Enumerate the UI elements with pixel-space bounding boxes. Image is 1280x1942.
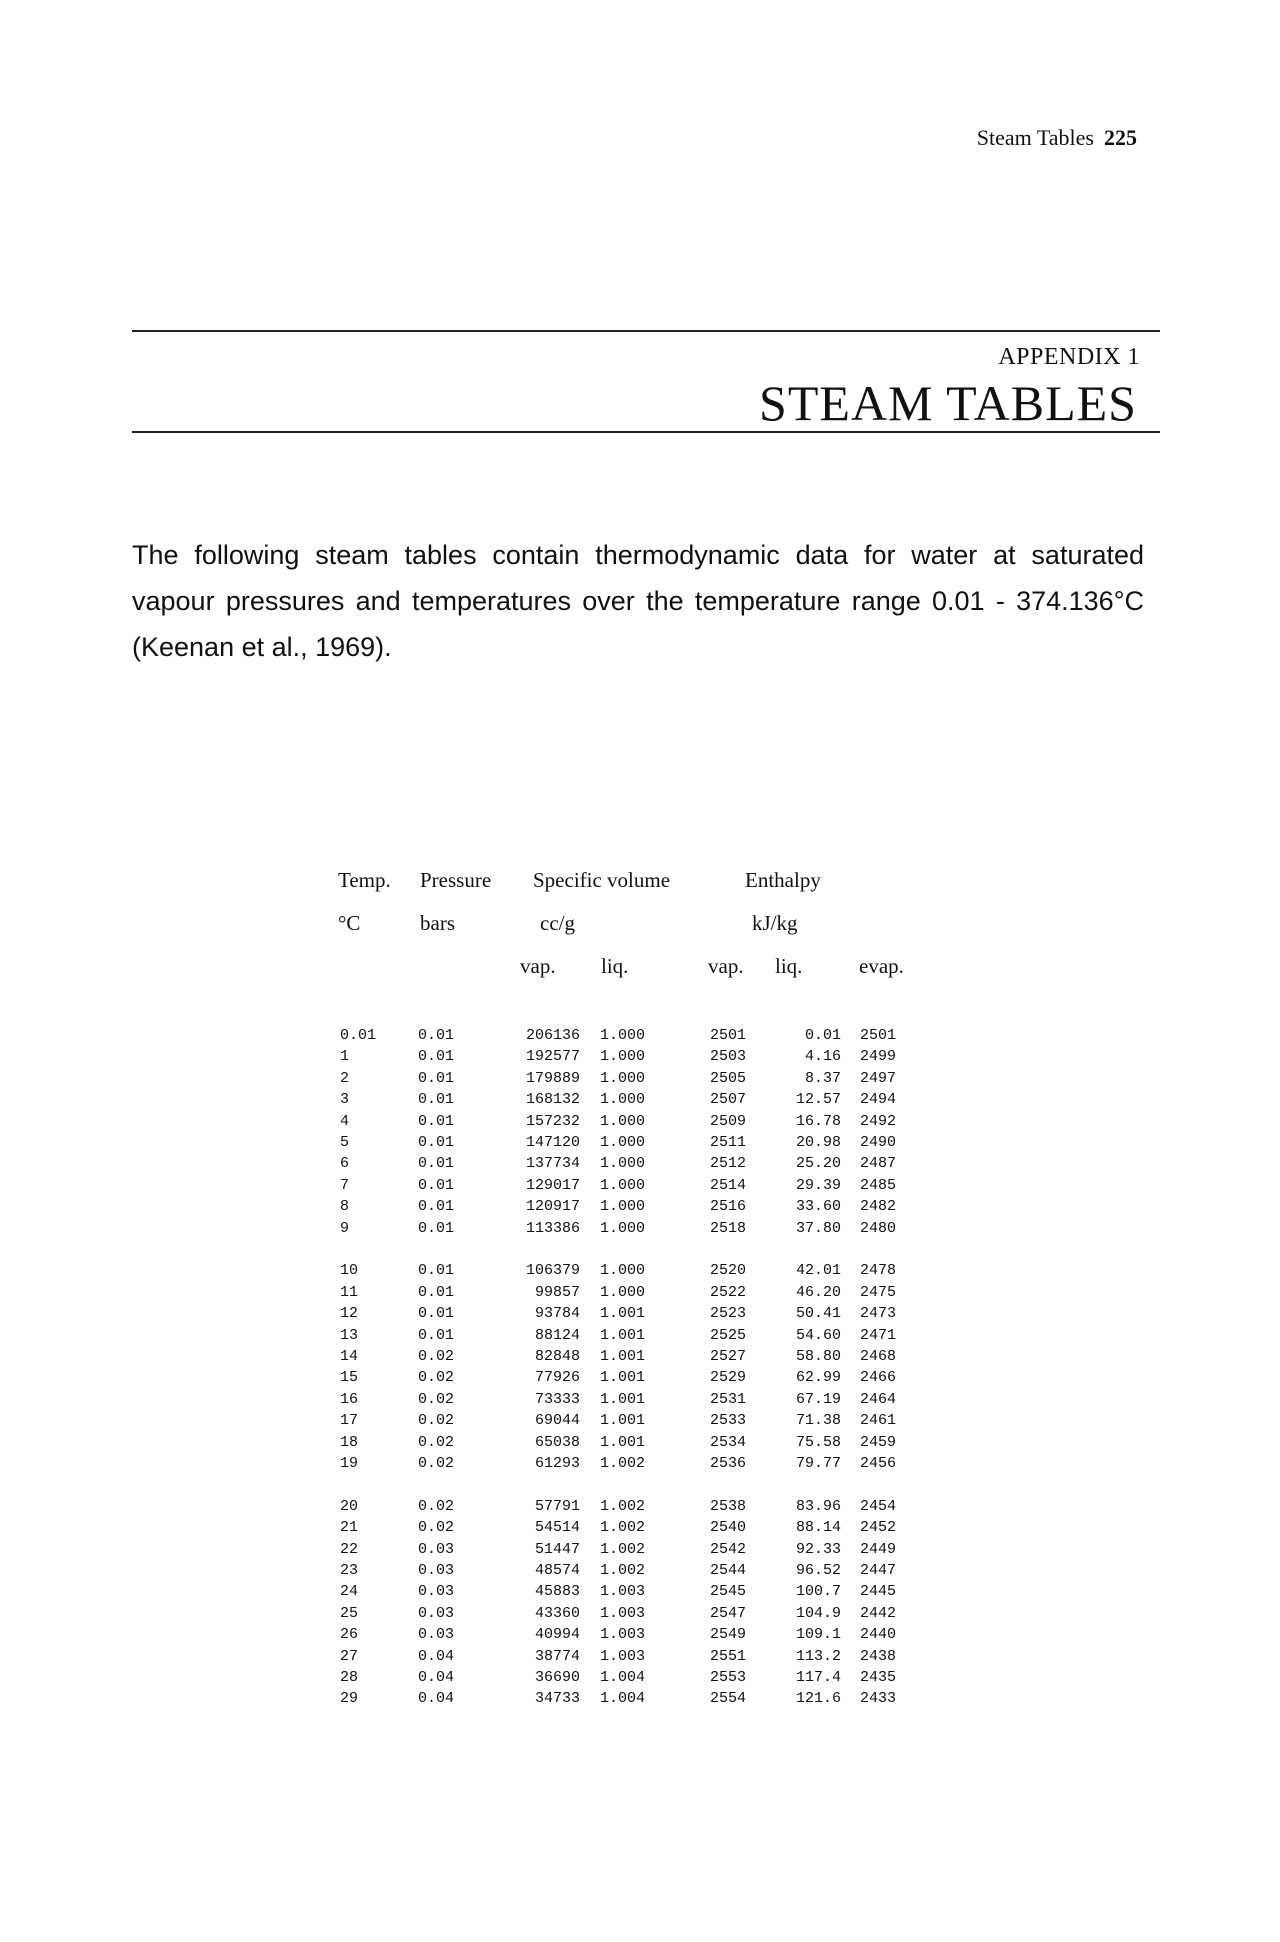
enthalpy-evap-cell: 2485 — [860, 1176, 897, 1194]
specific-volume-vap-cell: 147120 — [525, 1134, 580, 1151]
enthalpy-evap-cell: 2497 — [860, 1069, 897, 1087]
pressure-cell: 0.03 — [418, 1562, 455, 1579]
temp-cell: 8 — [340, 1198, 350, 1216]
temp-cell: 5 — [340, 1134, 350, 1151]
specific-volume-vap-cell: 45883 — [534, 1583, 580, 1601]
specific-volume-liq-cell: 1.001 — [600, 1348, 646, 1365]
enthalpy-vap-cell: 2536 — [710, 1455, 747, 1472]
specific-volume-vap-cell: 43360 — [534, 1604, 580, 1622]
enthalpy-vap-cell: 2538 — [710, 1497, 747, 1515]
enthalpy-liq-cell: 29.39 — [795, 1176, 841, 1194]
temp-cell: 10 — [340, 1262, 359, 1280]
specific-volume-vap-cell: 57791 — [534, 1497, 580, 1515]
table-row — [0, 1367, 1280, 1388]
enthalpy-liq-cell: 46.20 — [795, 1283, 841, 1301]
pressure-cell: 0.04 — [418, 1690, 455, 1708]
table-row — [0, 1325, 1280, 1346]
header-temp-unit: °C — [338, 911, 361, 935]
specific-volume-vap-cell: 77926 — [534, 1369, 580, 1387]
pressure-cell: 0.01 — [418, 1262, 455, 1280]
specific-volume-liq-cell: 1.001 — [600, 1390, 646, 1408]
specific-volume-liq-cell: 1.000 — [600, 1262, 646, 1280]
enthalpy-evap-cell: 2464 — [860, 1390, 897, 1408]
table-row — [0, 1346, 1280, 1367]
pressure-cell: 0.01 — [418, 1134, 455, 1151]
specific-volume-liq-cell: 1.001 — [600, 1369, 646, 1387]
enthalpy-vap-cell: 2503 — [710, 1048, 747, 1066]
table-row — [0, 1153, 1280, 1174]
temp-cell: 20 — [340, 1497, 359, 1515]
specific-volume-vap-cell: 88124 — [534, 1326, 580, 1344]
specific-volume-vap-cell: 93784 — [534, 1305, 580, 1323]
specific-volume-vap-cell: 206136 — [525, 1027, 580, 1044]
page-number: 225 — [1104, 125, 1137, 150]
pressure-cell: 0.02 — [418, 1433, 455, 1451]
pressure-cell: 0.04 — [418, 1647, 455, 1665]
pressure-cell: 0.01 — [418, 1198, 455, 1216]
enthalpy-evap-cell: 2466 — [860, 1369, 897, 1387]
bottom-rule — [132, 431, 1160, 433]
table-row — [0, 1646, 1280, 1667]
specific-volume-liq-cell: 1.000 — [600, 1027, 646, 1044]
enthalpy-liq-cell: 88.14 — [795, 1519, 841, 1537]
enthalpy-liq-cell: 75.58 — [795, 1433, 841, 1451]
pressure-cell: 0.02 — [418, 1348, 455, 1365]
specific-volume-liq-cell: 1.004 — [600, 1669, 646, 1686]
pressure-cell: 0.04 — [418, 1669, 455, 1686]
enthalpy-vap-cell: 2511 — [710, 1134, 747, 1151]
enthalpy-liq-cell: 4.16 — [804, 1048, 841, 1066]
top-rule — [132, 330, 1160, 332]
enthalpy-vap-cell: 2531 — [710, 1390, 747, 1408]
header-sv-vap: vap. — [520, 954, 556, 978]
specific-volume-liq-cell: 1.002 — [600, 1519, 646, 1537]
pressure-cell: 0.01 — [418, 1069, 455, 1087]
enthalpy-evap-cell: 2468 — [860, 1348, 897, 1365]
table-row — [0, 1132, 1280, 1153]
specific-volume-vap-cell: 113386 — [525, 1219, 580, 1237]
specific-volume-vap-cell: 54514 — [534, 1519, 580, 1537]
specific-volume-liq-cell: 1.001 — [600, 1326, 646, 1344]
enthalpy-liq-cell: 12.57 — [795, 1091, 841, 1109]
enthalpy-liq-cell: 54.60 — [795, 1326, 841, 1344]
running-head — [977, 125, 1137, 151]
table-row — [0, 1581, 1280, 1602]
specific-volume-vap-cell: 192577 — [525, 1048, 580, 1066]
specific-volume-vap-cell: 137734 — [525, 1155, 580, 1173]
specific-volume-liq-cell: 1.000 — [600, 1176, 646, 1194]
header-pressure-unit: bars — [420, 911, 455, 935]
specific-volume-liq-cell: 1.001 — [600, 1412, 646, 1430]
specific-volume-vap-cell: 73333 — [534, 1390, 580, 1408]
specific-volume-vap-cell: 69044 — [534, 1412, 580, 1430]
enthalpy-evap-cell: 2461 — [860, 1412, 897, 1430]
enthalpy-evap-cell: 2442 — [860, 1604, 897, 1622]
enthalpy-evap-cell: 2454 — [860, 1497, 897, 1515]
header-h-vap: vap. — [708, 954, 744, 978]
specific-volume-liq-cell: 1.002 — [600, 1497, 646, 1515]
temp-cell: 23 — [340, 1562, 359, 1579]
enthalpy-vap-cell: 2553 — [710, 1669, 747, 1686]
temp-cell: 22 — [340, 1540, 359, 1558]
table-row — [0, 1303, 1280, 1324]
enthalpy-evap-cell: 2482 — [860, 1198, 897, 1216]
enthalpy-vap-cell: 2509 — [710, 1112, 747, 1130]
pressure-cell: 0.01 — [418, 1091, 455, 1109]
specific-volume-vap-cell: 129017 — [525, 1176, 580, 1194]
table-row — [0, 1603, 1280, 1624]
table-row — [0, 1453, 1280, 1474]
specific-volume-vap-cell: 40994 — [534, 1626, 580, 1644]
specific-volume-vap-cell: 51447 — [534, 1540, 580, 1558]
pressure-cell: 0.01 — [418, 1155, 455, 1173]
enthalpy-liq-cell: 25.20 — [795, 1155, 841, 1173]
enthalpy-vap-cell: 2523 — [710, 1305, 747, 1323]
enthalpy-vap-cell: 2507 — [710, 1091, 747, 1109]
specific-volume-liq-cell: 1.004 — [600, 1690, 646, 1708]
enthalpy-liq-cell: 92.33 — [795, 1540, 841, 1558]
temp-cell: 7 — [340, 1176, 350, 1194]
specific-volume-vap-cell: 36690 — [534, 1669, 580, 1686]
enthalpy-liq-cell: 42.01 — [795, 1262, 841, 1280]
table-row — [0, 1111, 1280, 1132]
table-row — [0, 1688, 1280, 1709]
specific-volume-vap-cell: 34733 — [534, 1690, 580, 1708]
enthalpy-liq-cell: 0.01 — [804, 1027, 841, 1044]
enthalpy-liq-cell: 67.19 — [795, 1390, 841, 1408]
specific-volume-liq-cell: 1.002 — [600, 1455, 646, 1472]
enthalpy-evap-cell: 2433 — [860, 1690, 897, 1708]
temp-cell: 17 — [340, 1412, 359, 1430]
table-row — [0, 1260, 1280, 1281]
pressure-cell: 0.03 — [418, 1540, 455, 1558]
specific-volume-liq-cell: 1.000 — [600, 1155, 646, 1173]
temp-cell: 28 — [340, 1669, 359, 1686]
specific-volume-vap-cell: 99857 — [534, 1283, 580, 1301]
temp-cell: 3 — [340, 1091, 350, 1109]
specific-volume-liq-cell: 1.000 — [600, 1069, 646, 1087]
enthalpy-vap-cell: 2547 — [710, 1604, 747, 1622]
enthalpy-evap-cell: 2449 — [860, 1540, 897, 1558]
temp-cell: 19 — [340, 1455, 359, 1472]
enthalpy-vap-cell: 2516 — [710, 1198, 747, 1216]
specific-volume-liq-cell: 1.000 — [600, 1283, 646, 1301]
enthalpy-vap-cell: 2544 — [710, 1562, 747, 1579]
specific-volume-liq-cell: 1.002 — [600, 1540, 646, 1558]
specific-volume-vap-cell: 157232 — [525, 1112, 580, 1130]
enthalpy-vap-cell: 2529 — [710, 1369, 747, 1387]
enthalpy-evap-cell: 2499 — [860, 1048, 897, 1066]
enthalpy-liq-cell: 62.99 — [795, 1369, 841, 1387]
pressure-cell: 0.03 — [418, 1604, 455, 1622]
temp-cell: 27 — [340, 1647, 359, 1665]
pressure-cell: 0.02 — [418, 1519, 455, 1537]
enthalpy-vap-cell: 2501 — [710, 1027, 747, 1044]
specific-volume-vap-cell: 65038 — [534, 1433, 580, 1451]
enthalpy-liq-cell: 71.38 — [795, 1412, 841, 1430]
table-row — [0, 1560, 1280, 1581]
enthalpy-evap-cell: 2452 — [860, 1519, 897, 1537]
pressure-cell: 0.02 — [418, 1455, 455, 1472]
enthalpy-liq-cell: 100.7 — [795, 1583, 841, 1601]
enthalpy-vap-cell: 2551 — [710, 1647, 747, 1665]
temp-cell: 9 — [340, 1219, 350, 1237]
enthalpy-evap-cell: 2456 — [860, 1455, 897, 1472]
temp-cell: 18 — [340, 1433, 359, 1451]
pressure-cell: 0.01 — [418, 1305, 455, 1323]
specific-volume-liq-cell: 1.002 — [600, 1562, 646, 1579]
enthalpy-liq-cell: 20.98 — [795, 1134, 841, 1151]
enthalpy-liq-cell: 58.80 — [795, 1348, 841, 1365]
enthalpy-evap-cell: 2480 — [860, 1219, 897, 1237]
temp-cell: 25 — [340, 1604, 359, 1622]
pressure-cell: 0.02 — [418, 1412, 455, 1430]
temp-cell: 0.01 — [340, 1027, 377, 1044]
table-row — [0, 1539, 1280, 1560]
enthalpy-evap-cell: 2445 — [860, 1583, 897, 1601]
temp-cell: 15 — [340, 1369, 359, 1387]
enthalpy-vap-cell: 2522 — [710, 1283, 747, 1301]
specific-volume-liq-cell: 1.003 — [600, 1583, 646, 1601]
specific-volume-liq-cell: 1.003 — [600, 1604, 646, 1622]
table-row — [0, 1389, 1280, 1410]
temp-cell: 21 — [340, 1519, 359, 1537]
enthalpy-vap-cell: 2554 — [710, 1690, 747, 1708]
enthalpy-vap-cell: 2533 — [710, 1412, 747, 1430]
enthalpy-vap-cell: 2512 — [710, 1155, 747, 1173]
specific-volume-vap-cell: 179889 — [525, 1069, 580, 1087]
header-enthalpy-unit: kJ/kg — [752, 911, 798, 935]
specific-volume-liq-cell: 1.001 — [600, 1305, 646, 1323]
temp-cell: 12 — [340, 1305, 359, 1323]
header-sv-liq: liq. — [601, 954, 629, 978]
enthalpy-liq-cell: 8.37 — [804, 1069, 841, 1087]
specific-volume-vap-cell: 48574 — [534, 1562, 580, 1579]
specific-volume-liq-cell: 1.003 — [600, 1647, 646, 1665]
enthalpy-liq-cell: 117.4 — [795, 1669, 841, 1686]
temp-cell: 11 — [340, 1283, 359, 1301]
enthalpy-evap-cell: 2459 — [860, 1433, 897, 1451]
table-row — [0, 1218, 1280, 1239]
pressure-cell: 0.03 — [418, 1583, 455, 1601]
specific-volume-liq-cell: 1.000 — [600, 1219, 646, 1237]
appendix-label: APPENDIX 1 — [998, 344, 1140, 370]
enthalpy-liq-cell: 79.77 — [795, 1455, 841, 1472]
table-row — [0, 1496, 1280, 1517]
specific-volume-vap-cell: 106379 — [525, 1262, 580, 1280]
pressure-cell: 0.02 — [418, 1390, 455, 1408]
enthalpy-evap-cell: 2440 — [860, 1626, 897, 1644]
enthalpy-liq-cell: 96.52 — [795, 1562, 841, 1579]
table-row — [0, 1432, 1280, 1453]
specific-volume-vap-cell: 168132 — [525, 1091, 580, 1109]
header-specific-volume-unit: cc/g — [540, 911, 575, 935]
specific-volume-liq-cell: 1.000 — [600, 1198, 646, 1216]
pressure-cell: 0.02 — [418, 1497, 455, 1515]
temp-cell: 29 — [340, 1690, 359, 1708]
enthalpy-evap-cell: 2494 — [860, 1091, 897, 1109]
temp-cell: 2 — [340, 1069, 350, 1087]
table-row — [0, 1517, 1280, 1538]
enthalpy-evap-cell: 2501 — [860, 1027, 897, 1044]
temp-cell: 24 — [340, 1583, 359, 1601]
enthalpy-evap-cell: 2475 — [860, 1283, 897, 1301]
enthalpy-liq-cell: 33.60 — [795, 1198, 841, 1216]
page-title: STEAM TABLES — [759, 375, 1137, 431]
specific-volume-vap-cell: 82848 — [534, 1348, 580, 1365]
specific-volume-vap-cell: 120917 — [525, 1198, 580, 1216]
enthalpy-evap-cell: 2492 — [860, 1112, 897, 1130]
header-h-evap: evap. — [859, 954, 904, 978]
enthalpy-evap-cell: 2490 — [860, 1134, 897, 1151]
table-row — [0, 1667, 1280, 1688]
enthalpy-vap-cell: 2514 — [710, 1176, 747, 1194]
intro-paragraph: The following steam tables contain thermodynamic data for water at saturated vapour pressures and temperatures over the temperature range 0.01 - 374.136°C (Keenan et al., 1969). — [132, 540, 1144, 662]
specific-volume-liq-cell: 1.000 — [600, 1134, 646, 1151]
header-pressure: Pressure — [420, 868, 492, 892]
temp-cell: 1 — [340, 1048, 350, 1066]
enthalpy-evap-cell: 2435 — [860, 1669, 897, 1686]
header-specific-volume: Specific volume — [533, 868, 671, 892]
pressure-cell: 0.01 — [418, 1326, 455, 1344]
enthalpy-vap-cell: 2542 — [710, 1540, 747, 1558]
enthalpy-vap-cell: 2505 — [710, 1069, 747, 1087]
enthalpy-vap-cell: 2540 — [710, 1519, 747, 1537]
enthalpy-evap-cell: 2438 — [860, 1647, 897, 1665]
enthalpy-evap-cell: 2487 — [860, 1155, 897, 1173]
enthalpy-vap-cell: 2527 — [710, 1348, 747, 1365]
temp-cell: 4 — [340, 1112, 350, 1130]
table-row — [0, 1089, 1280, 1110]
pressure-cell: 0.01 — [418, 1219, 455, 1237]
specific-volume-liq-cell: 1.000 — [600, 1048, 646, 1066]
table-row — [0, 1025, 1280, 1046]
enthalpy-liq-cell: 104.9 — [795, 1604, 841, 1622]
enthalpy-liq-cell: 113.2 — [795, 1647, 841, 1665]
enthalpy-evap-cell: 2473 — [860, 1305, 897, 1323]
enthalpy-liq-cell: 16.78 — [795, 1112, 841, 1130]
running-head-title: Steam Tables — [976, 125, 1094, 150]
pressure-cell: 0.01 — [418, 1112, 455, 1130]
temp-cell: 13 — [340, 1326, 359, 1344]
table-row — [0, 1175, 1280, 1196]
enthalpy-vap-cell: 2520 — [710, 1262, 747, 1280]
enthalpy-vap-cell: 2534 — [710, 1433, 747, 1451]
enthalpy-evap-cell: 2471 — [860, 1326, 897, 1344]
pressure-cell: 0.01 — [418, 1048, 455, 1066]
temp-cell: 16 — [340, 1390, 359, 1408]
table-row — [0, 1282, 1280, 1303]
header-enthalpy: Enthalpy — [745, 868, 821, 892]
pressure-cell: 0.01 — [418, 1027, 455, 1044]
enthalpy-vap-cell: 2518 — [710, 1219, 747, 1237]
enthalpy-liq-cell: 37.80 — [795, 1219, 841, 1237]
specific-volume-vap-cell: 38774 — [534, 1647, 580, 1665]
header-h-liq: liq. — [775, 954, 803, 978]
pressure-cell: 0.03 — [418, 1626, 455, 1644]
table-row — [0, 1410, 1280, 1431]
table-row — [0, 1196, 1280, 1217]
table-row — [0, 1624, 1280, 1645]
enthalpy-liq-cell: 109.1 — [795, 1626, 841, 1644]
temp-cell: 26 — [340, 1626, 359, 1644]
temp-cell: 6 — [340, 1155, 350, 1173]
enthalpy-vap-cell: 2525 — [710, 1326, 747, 1344]
enthalpy-liq-cell: 83.96 — [795, 1497, 841, 1515]
pressure-cell: 0.01 — [418, 1283, 455, 1301]
enthalpy-vap-cell: 2545 — [710, 1583, 747, 1601]
pressure-cell: 0.01 — [418, 1176, 455, 1194]
specific-volume-liq-cell: 1.003 — [600, 1626, 646, 1644]
temp-cell: 14 — [340, 1348, 359, 1365]
enthalpy-liq-cell: 121.6 — [795, 1690, 841, 1708]
enthalpy-vap-cell: 2549 — [710, 1626, 747, 1644]
specific-volume-liq-cell: 1.000 — [600, 1091, 646, 1109]
table-row — [0, 1046, 1280, 1067]
enthalpy-liq-cell: 50.41 — [795, 1305, 841, 1323]
enthalpy-evap-cell: 2478 — [860, 1262, 897, 1280]
specific-volume-vap-cell: 61293 — [534, 1455, 580, 1472]
header-temp: Temp. — [338, 868, 391, 892]
specific-volume-liq-cell: 1.001 — [600, 1433, 646, 1451]
table-row — [0, 1068, 1280, 1089]
enthalpy-evap-cell: 2447 — [860, 1562, 897, 1579]
specific-volume-liq-cell: 1.000 — [600, 1112, 646, 1130]
pressure-cell: 0.02 — [418, 1369, 455, 1387]
